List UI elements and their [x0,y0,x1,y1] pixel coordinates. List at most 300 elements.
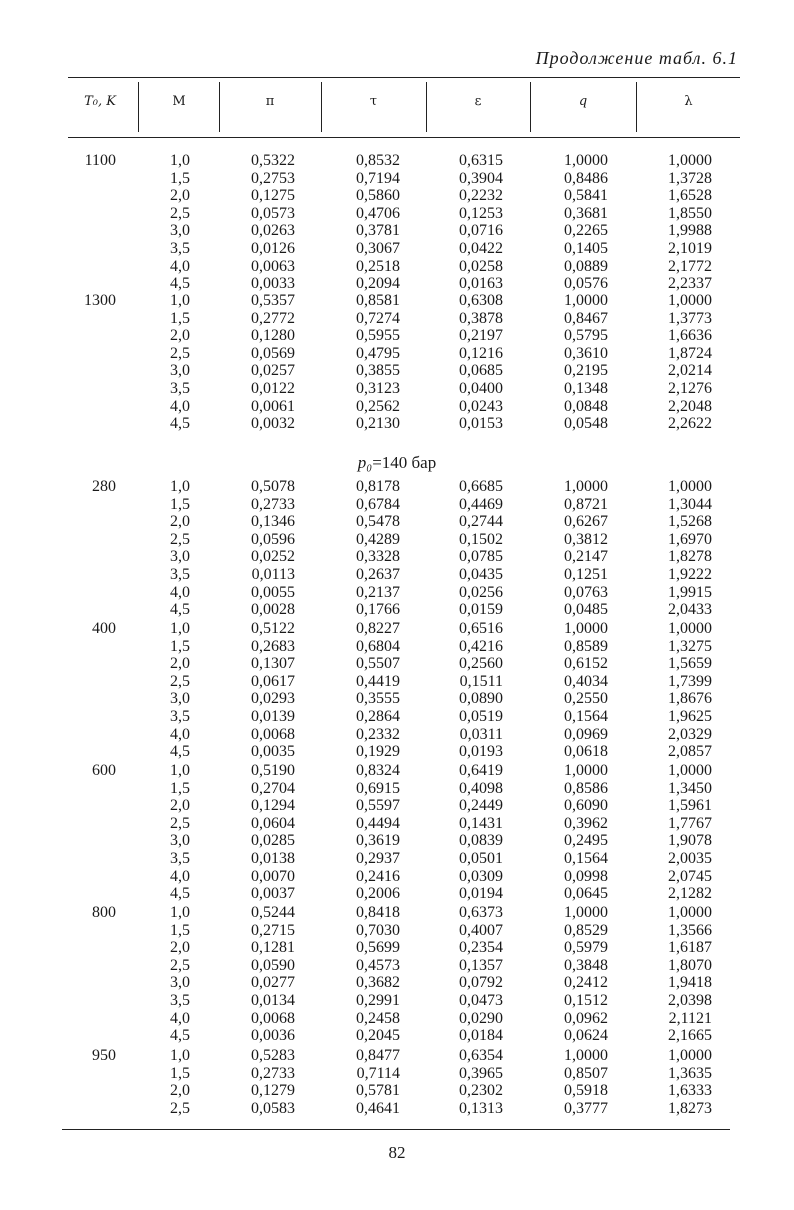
lambda-cell: 1,9078 [668,832,712,850]
pi-cell: 0,5283 [251,1047,295,1064]
pi-cell: 0,0122 [251,380,295,397]
mach-cell: 4,5 [170,885,190,903]
q-cell: 0,0618 [564,743,608,761]
table-row [0,832,794,850]
eps-cell: 0,0716 [459,222,503,240]
tau-cell: 0,2458 [356,1009,400,1027]
eps-cell: 0,2744 [459,513,503,531]
header-lambda: λ [684,94,693,109]
table-row [0,415,794,433]
tau-cell: 0,3855 [356,362,400,380]
pi-cell: 0,0604 [251,814,295,832]
lambda-cell: 1,8278 [668,548,712,566]
lambda-cell: 1,8724 [668,344,712,362]
q-cell: 0,8529 [564,921,608,939]
pi-cell: 0,1294 [251,797,295,815]
eps-cell: 0,1511 [459,672,503,690]
eps-cell: 0,0290 [459,1009,503,1027]
mach-cell: 1,5 [170,779,190,797]
eps-cell: 0,1253 [459,204,503,222]
q-cell: 0,3610 [564,344,608,362]
q-cell: 0,1564 [564,850,608,867]
mach-cell: 2,0 [170,655,190,673]
pi-cell: 0,1281 [251,939,295,957]
lambda-cell: 2,1282 [668,885,712,903]
pi-cell: 0,0070 [251,867,295,885]
eps-cell: 0,0839 [459,832,503,850]
table-row [0,327,794,345]
mach-cell: 1,0 [170,620,190,637]
lambda-cell: 2,1121 [668,1009,712,1027]
table-row [0,187,794,205]
tau-cell: 0,7030 [356,921,400,939]
q-cell: 1,0000 [564,762,608,779]
lambda-cell: 1,7399 [668,672,712,690]
mach-cell: 2,0 [170,327,190,345]
table-row [0,292,794,310]
table-row [0,904,794,922]
pi-cell: 0,0061 [251,397,295,415]
tau-cell: 0,4795 [356,344,400,362]
page-number: 82 [388,1143,406,1162]
continuation-title: Продолжение табл. 6.1 [535,48,738,68]
q-cell: 0,0889 [564,257,608,275]
mach-cell: 3,0 [170,548,190,566]
pressure-symbol: p₀ [357,453,373,472]
mach-cell: 4,0 [170,867,190,885]
tau-cell: 0,8178 [356,478,400,495]
pi-cell: 0,5322 [251,152,295,169]
eps-cell: 0,0159 [459,601,503,619]
q-cell: 0,2147 [564,548,608,566]
mach-cell: 2,0 [170,513,190,531]
lambda-cell: 1,9222 [668,566,712,583]
q-cell: 0,2550 [564,690,608,708]
table-row [0,258,794,276]
tau-cell: 0,3619 [356,832,400,850]
header-q: q [578,94,588,109]
table-row [0,380,794,398]
q-cell: 0,0576 [564,275,608,293]
eps-cell: 0,0311 [459,725,503,743]
eps-cell: 0,0422 [459,240,503,257]
eps-cell: 0,1313 [459,1099,503,1117]
lambda-cell: 1,5659 [668,655,712,673]
pi-cell: 0,0252 [251,548,295,566]
q-cell: 0,8589 [564,637,608,655]
eps-cell: 0,0890 [459,690,503,708]
pi-cell: 0,0035 [251,743,295,761]
t0-group-label: 1100 [84,152,116,169]
pi-cell: 0,0293 [251,690,295,708]
q-cell: 0,0548 [564,415,608,433]
lambda-cell: 1,0000 [668,904,712,921]
pi-cell: 0,0257 [251,362,295,380]
pi-cell: 0,0596 [251,530,295,548]
eps-cell: 0,0400 [459,380,503,397]
table-row [0,922,794,940]
pi-cell: 0,2772 [251,309,295,327]
table-row [0,478,794,496]
table-row [0,797,794,815]
q-cell: 0,3848 [564,956,608,974]
pi-cell: 0,1275 [251,187,295,205]
tau-cell: 0,6915 [356,779,400,797]
lambda-cell: 2,1276 [668,380,712,397]
eps-cell: 0,0685 [459,362,503,380]
pi-cell: 0,5078 [251,478,295,495]
tau-cell: 0,7274 [356,309,400,327]
lambda-cell: 1,3566 [668,921,712,939]
q-cell: 1,0000 [564,1047,608,1064]
eps-cell: 0,0184 [459,1027,503,1045]
mach-cell: 3,0 [170,690,190,708]
t0-group-label: 280 [92,478,116,495]
tau-cell: 0,2416 [356,867,400,885]
eps-cell: 0,0163 [459,275,503,293]
eps-cell: 0,6373 [459,904,503,921]
pi-cell: 0,1346 [251,513,295,531]
tau-cell: 0,5597 [356,797,400,815]
mach-cell: 2,0 [170,187,190,205]
table-row [0,1100,794,1118]
q-cell: 0,0763 [564,583,608,601]
q-cell: 0,0998 [564,867,608,885]
eps-cell: 0,0243 [459,397,503,415]
pi-cell: 0,0068 [251,1009,295,1027]
pi-cell: 0,0028 [251,601,295,619]
eps-cell: 0,0792 [459,974,503,992]
mach-cell: 2,5 [170,204,190,222]
pi-cell: 0,0055 [251,583,295,601]
mach-cell: 2,0 [170,797,190,815]
mach-cell: 4,5 [170,601,190,619]
table-row [0,743,794,761]
q-cell: 0,6267 [564,513,608,531]
eps-cell: 0,6315 [459,152,503,169]
eps-cell: 0,1357 [459,956,503,974]
table-row [0,726,794,744]
header-bottom-rule [68,137,740,138]
pi-cell: 0,0068 [251,725,295,743]
pi-cell: 0,0590 [251,956,295,974]
tau-cell: 0,8324 [356,762,400,779]
t0-group-label: 600 [92,762,116,779]
header-divider [138,82,139,132]
t0-group-label: 1300 [84,292,116,309]
eps-cell: 0,1431 [459,814,503,832]
eps-cell: 0,2449 [459,797,503,815]
tau-cell: 0,2137 [356,583,400,601]
pi-cell: 0,0583 [251,1099,295,1117]
eps-cell: 0,0258 [459,257,503,275]
t0-group-label: 400 [92,620,116,637]
tau-cell: 0,4494 [356,814,400,832]
eps-cell: 0,2232 [459,187,503,205]
table-row [0,1065,794,1083]
mach-cell: 2,5 [170,1099,190,1117]
eps-cell: 0,3965 [459,1064,503,1082]
table-row [0,584,794,602]
mach-cell: 1,5 [170,495,190,513]
q-cell: 1,0000 [564,292,608,309]
tau-cell: 0,5507 [356,655,400,673]
header-m: M [172,94,186,109]
mach-cell: 4,0 [170,1009,190,1027]
table-row [0,1010,794,1028]
mach-cell: 2,5 [170,530,190,548]
q-cell: 1,0000 [564,478,608,495]
eps-cell: 0,4216 [459,637,503,655]
tau-cell: 0,2562 [356,397,400,415]
q-cell: 0,0969 [564,725,608,743]
table-row [0,513,794,531]
q-cell: 0,5918 [564,1082,608,1100]
q-cell: 0,6090 [564,797,608,815]
tau-cell: 0,8477 [356,1047,400,1064]
tau-cell: 0,3067 [356,240,400,257]
tau-cell: 0,4419 [356,672,400,690]
tau-cell: 0,2637 [356,566,400,583]
mach-cell: 4,0 [170,257,190,275]
lambda-cell: 1,5268 [668,513,712,531]
lambda-cell: 1,8550 [668,204,712,222]
t0-group-label: 950 [92,1047,116,1064]
q-cell: 0,0645 [564,885,608,903]
mach-cell: 3,0 [170,832,190,850]
mach-cell: 1,5 [170,921,190,939]
table-row [0,345,794,363]
header-tau: τ [369,94,378,109]
q-cell: 0,8721 [564,495,608,513]
table-bottom-rule [62,1129,730,1130]
table-row [0,310,794,328]
eps-cell: 0,2197 [459,327,503,345]
tau-cell: 0,3555 [356,690,400,708]
eps-cell: 0,6516 [459,620,503,637]
pi-cell: 0,1280 [251,327,295,345]
pi-cell: 0,0138 [251,850,295,867]
table-row [0,362,794,380]
mach-cell: 4,5 [170,275,190,293]
q-cell: 0,0962 [564,1009,608,1027]
pi-cell: 0,2733 [251,495,295,513]
mach-cell: 4,5 [170,743,190,761]
table-row [0,222,794,240]
lambda-cell: 2,0035 [668,850,712,867]
lambda-cell: 2,2622 [668,415,712,433]
lambda-cell: 1,0000 [668,620,712,637]
eps-cell: 0,0785 [459,548,503,566]
header-t0: T₀, K [84,94,116,109]
mach-cell: 2,5 [170,344,190,362]
q-cell: 1,0000 [564,904,608,921]
pi-cell: 0,5190 [251,762,295,779]
mach-cell: 4,5 [170,1027,190,1045]
table-row [0,815,794,833]
lambda-cell: 1,6636 [668,327,712,345]
table-row [0,957,794,975]
eps-cell: 0,0519 [459,708,503,725]
mach-cell: 2,5 [170,956,190,974]
mach-cell: 1,0 [170,478,190,495]
q-cell: 0,2495 [564,832,608,850]
pi-cell: 0,1307 [251,655,295,673]
lambda-cell: 1,6187 [668,939,712,957]
mach-cell: 1,0 [170,1047,190,1064]
q-cell: 1,0000 [564,152,608,169]
q-cell: 0,5795 [564,327,608,345]
table-row [0,205,794,223]
mach-cell: 4,0 [170,725,190,743]
tau-cell: 0,8227 [356,620,400,637]
q-cell: 0,5841 [564,187,608,205]
q-cell: 0,5979 [564,939,608,957]
eps-cell: 0,0501 [459,850,503,867]
mach-cell: 1,0 [170,762,190,779]
lambda-cell: 1,6528 [668,187,712,205]
mach-cell: 3,5 [170,992,190,1009]
header-eps: ε [474,94,482,109]
lambda-cell: 1,8273 [668,1099,712,1117]
eps-cell: 0,0309 [459,867,503,885]
tau-cell: 0,3682 [356,974,400,992]
mach-cell: 2,5 [170,814,190,832]
lambda-cell: 1,8070 [668,956,712,974]
mach-cell: 1,5 [170,309,190,327]
table-row [0,496,794,514]
eps-cell: 0,4007 [459,921,503,939]
q-cell: 0,2195 [564,362,608,380]
table-row [0,638,794,656]
mach-cell: 4,0 [170,583,190,601]
tau-cell: 0,4706 [356,204,400,222]
eps-cell: 0,6308 [459,292,503,309]
tau-cell: 0,5781 [356,1082,400,1100]
tau-cell: 0,7114 [356,1064,400,1082]
pi-cell: 0,0126 [251,240,295,257]
tau-cell: 0,3328 [356,548,400,566]
eps-cell: 0,0473 [459,992,503,1009]
lambda-cell: 2,1772 [668,257,712,275]
tau-cell: 0,2045 [356,1027,400,1045]
eps-cell: 0,3878 [459,309,503,327]
lambda-cell: 1,3635 [668,1064,712,1082]
lambda-cell: 1,5961 [668,797,712,815]
pi-cell: 0,0036 [251,1027,295,1045]
q-cell: 0,3777 [564,1099,608,1117]
table-row [0,850,794,868]
eps-cell: 0,2354 [459,939,503,957]
pi-cell: 0,0037 [251,885,295,903]
table-row [0,690,794,708]
tau-cell: 0,6784 [356,495,400,513]
table-row [0,601,794,619]
mach-cell: 3,0 [170,974,190,992]
pi-cell: 0,0285 [251,832,295,850]
tau-cell: 0,2991 [356,992,400,1009]
lambda-cell: 1,6333 [668,1082,712,1100]
eps-cell: 0,0256 [459,583,503,601]
tau-cell: 0,8581 [356,292,400,309]
pi-cell: 0,5357 [251,292,295,309]
mach-cell: 3,0 [170,362,190,380]
eps-cell: 0,3904 [459,169,503,187]
lambda-cell: 2,1019 [668,240,712,257]
pi-cell: 0,0617 [251,672,295,690]
lambda-cell: 2,1665 [668,1027,712,1045]
mach-cell: 3,5 [170,566,190,583]
table-row [0,275,794,293]
pressure-value: =140 бар [372,453,437,472]
mach-cell: 3,0 [170,222,190,240]
eps-cell: 0,2560 [459,655,503,673]
eps-cell: 0,4098 [459,779,503,797]
pi-cell: 0,0032 [251,415,295,433]
eps-cell: 0,6685 [459,478,503,495]
mach-cell: 1,0 [170,152,190,169]
table-row [0,655,794,673]
table-row [0,1027,794,1045]
lambda-cell: 1,0000 [668,1047,712,1064]
q-cell: 0,8586 [564,779,608,797]
table-row [0,673,794,691]
tau-cell: 0,2518 [356,257,400,275]
q-cell: 0,0848 [564,397,608,415]
pi-cell: 0,0033 [251,275,295,293]
q-cell: 0,6152 [564,655,608,673]
lambda-cell: 1,0000 [668,152,712,169]
t0-group-label: 800 [92,904,116,921]
eps-cell: 0,0194 [459,885,503,903]
table-row [0,240,794,258]
tau-cell: 0,2006 [356,885,400,903]
q-cell: 0,0624 [564,1027,608,1045]
pi-cell: 0,2715 [251,921,295,939]
mach-cell: 1,5 [170,1064,190,1082]
q-cell: 0,1251 [564,566,608,583]
pi-cell: 0,2704 [251,779,295,797]
mach-cell: 1,5 [170,637,190,655]
table-row [0,620,794,638]
pi-cell: 0,0113 [251,566,295,583]
lambda-cell: 1,9418 [668,974,712,992]
lambda-cell: 1,8676 [668,690,712,708]
table-row [0,548,794,566]
tau-cell: 0,4289 [356,530,400,548]
tau-cell: 0,7194 [356,169,400,187]
eps-cell: 0,6354 [459,1047,503,1064]
q-cell: 1,0000 [564,620,608,637]
tau-cell: 0,2864 [356,708,400,725]
tau-cell: 0,2937 [356,850,400,867]
tau-cell: 0,4641 [356,1099,400,1117]
mach-cell: 3,5 [170,708,190,725]
mach-cell: 3,5 [170,240,190,257]
tau-cell: 0,5699 [356,939,400,957]
table-row [0,170,794,188]
eps-cell: 0,1216 [459,344,503,362]
table-row [0,974,794,992]
pi-cell: 0,2753 [251,169,295,187]
table-row [0,566,794,584]
q-cell: 0,2265 [564,222,608,240]
pi-cell: 0,0277 [251,974,295,992]
table-row [0,152,794,170]
pi-cell: 0,5244 [251,904,295,921]
table-row [0,868,794,886]
tau-cell: 0,5955 [356,327,400,345]
